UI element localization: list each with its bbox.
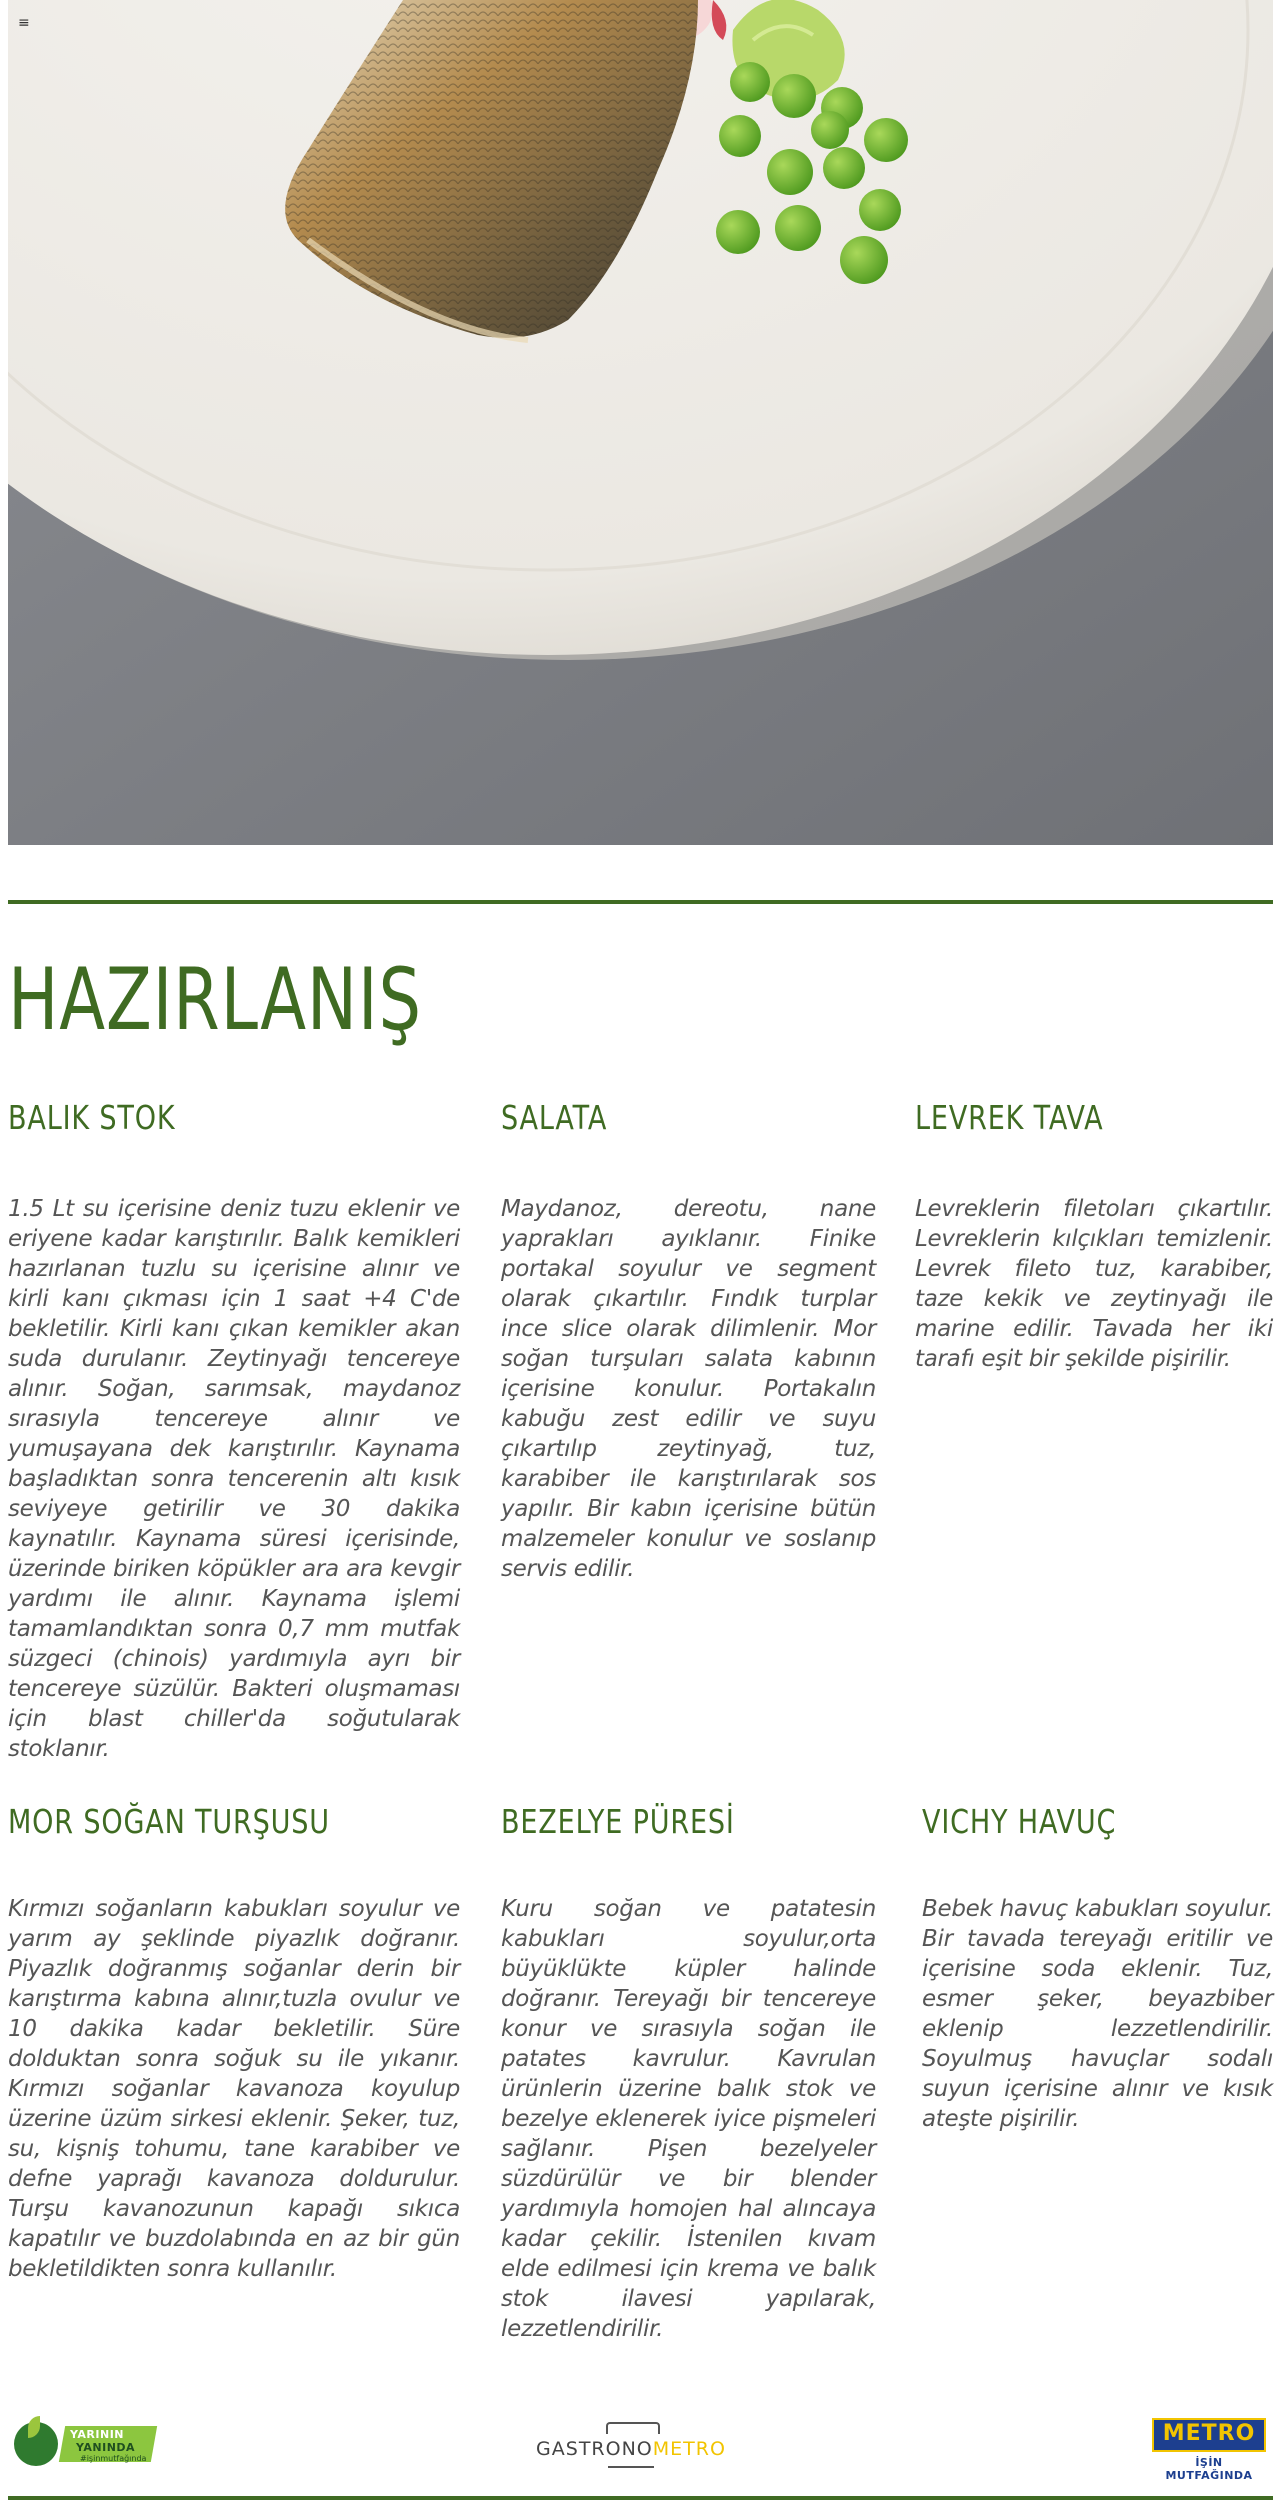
plated-dish-illustration	[8, 0, 1273, 845]
recipe-body: 1.5 Lt su içerisine deniz tuzu eklenir ve eriyene kadar karıştırılır. Balık kemikleri hazırlanan tuzlu su içerisine alınır ve kirli kanı çıkması için 1 saat +4 C'de bekletilir. Kirli kanı çıkan kemikler akan suda durulanır. Zeytinyağı tencereye alınır. Soğan, sarımsak, maydanoz sırasıyla tencereye alınır ve yumuşayana dek karıştırılır. Kaynama başladıktan sonra tencerenin altı kısık seviyeye getirilir ve 30 dakika kaynatılır. Kaynama süresi içerisinde, üzerinde biriken köpükler ara ara kevgir yardımı ile alınır. Kaynama işlemi tamamlandıktan sonra 0,7 mm mutfak süzgeci (chinois) yardımıyla ayrı bir tencereye süzülür. Bakteri oluşmaması için blast chiller'da soğutularak stoklanır.	[8, 1196, 460, 1762]
metro-wordmark: METRO	[1162, 2421, 1256, 2446]
recipe-title: LEVREK TAVA	[915, 1098, 1104, 1137]
recipe-mor-sogan-tursusu	[8, 1800, 460, 2284]
footer	[0, 2400, 1280, 2504]
logo-text: YARININ	[70, 2428, 124, 2441]
divider-bottom	[8, 2496, 1273, 2500]
recipe-body: Levreklerin filetoları çıkartılır. Levreklerin kılçıkları temizlenir. Levrek fileto tuz, karabiber, taze kekik ve zeytinyağı ile marine edilir. Tavada her iki tarafı eşit bir şekilde pişirilir.	[915, 1196, 1273, 1372]
recipe-body: Bebek havuç kabukları soyulur. Bir tavada tereyağı eritilir ve içerisine soda eklenir. Tuz, esmer şeker, beyazbiber eklenip lezzetlendirilir. Soyulmuş havuçlar sodalı suyun içerisine alınır ve kısık ateşte pişirilir.	[922, 1896, 1273, 2132]
recipe-salata	[501, 1096, 876, 1584]
recipe-title: BEZELYE PÜRESİ	[501, 1802, 735, 1841]
logo-text: YANINDA	[76, 2441, 136, 2454]
section-title: HAZIRLANIŞ	[8, 950, 422, 1050]
wordmark-part: GASTRONO	[536, 2438, 653, 2460]
recipe-body: Maydanoz, dereotu, nane yaprakları ayıklanır. Finike portakal soyulur ve segment olarak çıkartılır. Fındık turplar ince slice olarak dilimlenir. Mor soğan turşuları salata kabının içerisine konulur. Portakalın kabuğu zest edilir ve suyu çıkartılıp zeytinyağ, tuz, karabiber ile karıştırılarak sos yapılır. Bir kabın içerisine bütün malzemeler konulur ve soslanıp servis edilir.	[501, 1196, 876, 1582]
gastronometro-logo[interactable]	[536, 2422, 726, 2472]
recipe-body: Kırmızı soğanların kabukları soyulur ve yarım ay şeklinde piyazlık doğranır. Piyazlık doğranmış soğanlar derin bir karıştırma kabına alınır,tuzla ovulur ve 10 dakika kadar bekletilir. Süre dolduktan sonra soğuk su ile yıkanır. Kırmızı soğanlar kavanoza koyulup üzerine üzüm sirkesi eklenir. Şeker, tuz, su, kişniş tohumu, tane karabiber ve defne yaprağı kavanoza doldurulur. Turşu kavanozunun kapağı sıkıca kapatılır ve buzdolabında en az bir gün bekletildikten sonra kullanılır.	[8, 1896, 460, 2282]
metro-logo[interactable]	[1152, 2418, 1266, 2482]
recipe-title: VICHY HAVUÇ	[922, 1802, 1117, 1841]
metro-tagline: İŞİN MUTFAĞINDA	[1165, 2456, 1253, 2482]
recipe-vichy-havuc	[922, 1800, 1273, 2134]
recipe-bezelye-puresi	[501, 1800, 876, 2344]
logo-hashtag: #işinmutfağında	[80, 2454, 147, 2463]
divider-top	[8, 900, 1273, 904]
recipe-title: BALIK STOK	[8, 1098, 176, 1137]
recipe-title: MOR SOĞAN TURŞUSU	[8, 1802, 330, 1841]
hero-image	[8, 0, 1273, 845]
menu-icon[interactable]: ≡	[18, 15, 30, 31]
recipe-levrek-tava	[915, 1096, 1273, 1374]
cloche-icon	[606, 2422, 660, 2434]
logo-underline	[608, 2466, 654, 2468]
recipe-body: Kuru soğan ve patatesin kabukları soyulur,orta büyüklükte küpler halinde doğranır. Tereyağı bir tencereye konur ve sırasıyla soğan ile patates kavrulur. Kavrulan ürünlerin üzerine balık stok ve bezelye eklenerek iyice pişmeleri sağlanır. Pişen bezelyeler süzdürülür ve bir blender yardımıyla homojen hal alıncaya kadar çekilir. İstenilen kıvam elde edilmesi için krema ve balık stok ilavesi yapılarak, lezzetlendirilir.	[501, 1896, 876, 2342]
yarinin-yaninda-logo[interactable]	[14, 2416, 154, 2472]
gastronometro-wordmark	[536, 2438, 726, 2460]
recipe-title: SALATA	[501, 1098, 608, 1137]
recipe-balik-stok	[8, 1096, 460, 1764]
wordmark-part: METRO	[652, 2438, 726, 2460]
